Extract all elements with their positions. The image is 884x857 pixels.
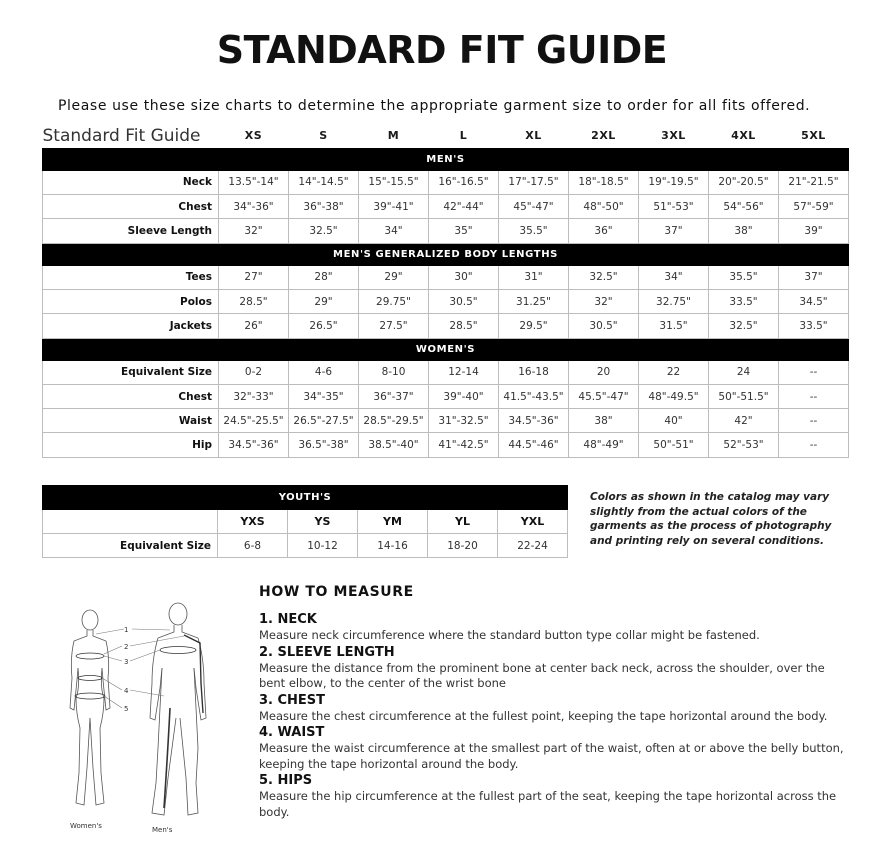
- color-disclaimer: Colors as shown in the catalog may vary slightly from the actual colors of the garments as the process of photography and printing rely on several conditions.: [590, 491, 832, 547]
- table-cell: 36"-37": [359, 384, 429, 408]
- measure-item: [259, 645, 859, 692]
- size-header-3xl: 3XL: [661, 129, 686, 143]
- table-cell: 48"-49.5": [639, 384, 709, 408]
- youth-size-header-yl: YL: [428, 510, 498, 534]
- table-cell: 36": [569, 219, 639, 243]
- table-cell: 32": [569, 289, 639, 313]
- table-cell: 39": [779, 219, 849, 243]
- table-cell: 26.5"-27.5": [289, 409, 359, 433]
- table-cell: 28": [289, 265, 359, 289]
- measure-item: [259, 725, 859, 772]
- table-cell: 16-18: [499, 360, 569, 384]
- table-cell: 41.5"-43.5": [499, 384, 569, 408]
- table-cell: 29.75": [359, 289, 429, 313]
- table-cell: 21"-21.5": [779, 170, 849, 194]
- row-label: Chest: [43, 384, 219, 408]
- table-cell: 24.5"-25.5": [219, 409, 289, 433]
- guide-label: Standard Fit Guide: [42, 125, 201, 146]
- measure-item: [259, 693, 859, 725]
- table-cell: 34"-36": [219, 195, 289, 219]
- table-cell: 14"-14.5": [289, 170, 359, 194]
- row-label: Waist: [43, 409, 219, 433]
- marker-4: 4: [124, 687, 129, 695]
- table-cell: 33.5": [779, 314, 849, 338]
- table-cell: 37": [639, 219, 709, 243]
- table-cell: 34.5": [779, 289, 849, 313]
- table-cell: 32.5": [289, 219, 359, 243]
- table-cell: 28.5": [219, 289, 289, 313]
- table-cell: 51"-53": [639, 195, 709, 219]
- table-row: [43, 384, 849, 408]
- table-cell: 48"-50": [569, 195, 639, 219]
- row-label: Equivalent Size: [43, 534, 218, 558]
- table-cell: 34": [359, 219, 429, 243]
- row-label: Neck: [43, 170, 219, 194]
- table-cell: 38": [709, 219, 779, 243]
- table-cell: 30.5": [569, 314, 639, 338]
- size-header-s: S: [319, 129, 328, 143]
- table-cell: --: [779, 409, 849, 433]
- table-cell: 48"-49": [569, 433, 639, 457]
- measure-item: [259, 612, 859, 644]
- table-cell: 32.5": [569, 265, 639, 289]
- section-header-row: [43, 243, 849, 265]
- table-cell: 17"-17.5": [499, 170, 569, 194]
- size-header-m: M: [387, 129, 400, 143]
- row-label: Sleeve Length: [43, 219, 219, 243]
- page-subtitle: Please use these size charts to determine the appropriate garment size to order for all fits offered.: [58, 98, 811, 114]
- table-cell: 34": [639, 265, 709, 289]
- woman-figure: [70, 610, 110, 805]
- table-cell: --: [779, 433, 849, 457]
- table-row: [43, 534, 568, 558]
- table-cell: 4-6: [289, 360, 359, 384]
- table-cell: 31.25": [499, 289, 569, 313]
- man-figure: [150, 603, 206, 815]
- table-cell: 10-12: [288, 534, 358, 558]
- table-cell: 32.5": [709, 314, 779, 338]
- measure-item-text: Measure the distance from the prominent bone at center back neck, across the shoulder, over the bent elbow, to the center of the wrist bone: [259, 660, 825, 690]
- table-cell: 37": [779, 265, 849, 289]
- youth-heading: YOUTH'S: [43, 486, 568, 510]
- row-label: Hip: [43, 433, 219, 457]
- row-label: Equivalent Size: [43, 360, 219, 384]
- table-cell: 41"-42.5": [429, 433, 499, 457]
- table-cell: 22: [639, 360, 709, 384]
- table-cell: 31": [499, 265, 569, 289]
- table-cell: 31.5": [639, 314, 709, 338]
- row-label: Chest: [43, 195, 219, 219]
- youth-header-row: [43, 486, 568, 510]
- table-cell: 26": [219, 314, 289, 338]
- table-row: [43, 314, 849, 338]
- marker-5: 5: [124, 705, 129, 713]
- size-header-2xl: 2XL: [591, 129, 616, 143]
- how-to-measure: [259, 584, 859, 821]
- measure-item-title: 3. CHEST: [259, 692, 326, 708]
- body-measurement-figure: [60, 598, 210, 838]
- table-cell: 40": [639, 409, 709, 433]
- measure-item: [259, 773, 859, 820]
- table-cell: 34"-35": [289, 384, 359, 408]
- table-cell: 32.75": [639, 289, 709, 313]
- measure-item-title: 4. WAIST: [259, 725, 325, 740]
- table-cell: 34.5"-36": [219, 433, 289, 457]
- youth-size-table: [42, 485, 568, 558]
- table-cell: 15"-15.5": [359, 170, 429, 194]
- table-cell: 30.5": [429, 289, 499, 313]
- row-label: Jackets: [43, 314, 219, 338]
- table-cell: 35": [429, 219, 499, 243]
- table-cell: 39"-41": [359, 195, 429, 219]
- row-label: Polos: [43, 289, 219, 313]
- table-cell: 18-20: [428, 534, 498, 558]
- table-cell: 13.5"-14": [219, 170, 289, 194]
- table-cell: 57"-59": [779, 195, 849, 219]
- measure-item-text: Measure the waist circumference at the smallest part of the waist, often at or above the belly button, keeping the tape horizontal around the body.: [259, 741, 844, 771]
- size-header-xl: XL: [525, 129, 542, 143]
- table-cell: 29.5": [499, 314, 569, 338]
- youth-size-row: [43, 510, 568, 534]
- table-cell: 50"-51.5": [709, 384, 779, 408]
- marker-2: 2: [124, 643, 129, 651]
- table-cell: 14-16: [358, 534, 428, 558]
- table-cell: 36"-38": [289, 195, 359, 219]
- women-label: Women's: [70, 822, 102, 830]
- table-cell: 28.5"-29.5": [359, 409, 429, 433]
- how-to-measure-heading: HOW TO MEASURE: [259, 584, 414, 600]
- measure-item-text: Measure the hip circumference at the fullest part of the seat, keeping the tape horizontal across the body.: [259, 789, 837, 819]
- table-cell: 36.5"-38": [289, 433, 359, 457]
- table-cell: 28.5": [429, 314, 499, 338]
- table-cell: 52"-53": [709, 433, 779, 457]
- youth-size-header-ym: YM: [358, 510, 428, 534]
- table-row: [43, 289, 849, 313]
- table-cell: 22-24: [498, 534, 568, 558]
- table-cell: 12-14: [429, 360, 499, 384]
- table-cell: 18"-18.5": [569, 170, 639, 194]
- table-cell: 31"-32.5": [429, 409, 499, 433]
- size-chart-table: [42, 124, 849, 458]
- table-cell: 42"-44": [429, 195, 499, 219]
- table-cell: 24: [709, 360, 779, 384]
- table-cell: 20: [569, 360, 639, 384]
- table-cell: 16"-16.5": [429, 170, 499, 194]
- table-cell: 29": [289, 289, 359, 313]
- measure-item-title: 2. SLEEVE LENGTH: [259, 644, 395, 660]
- table-cell: 45"-47": [499, 195, 569, 219]
- table-row: [43, 433, 849, 457]
- table-cell: --: [779, 384, 849, 408]
- marker-1: 1: [124, 626, 129, 634]
- table-row: [43, 409, 849, 433]
- table-cell: 42": [709, 409, 779, 433]
- table-cell: 44.5"-46": [499, 433, 569, 457]
- table-cell: 38": [569, 409, 639, 433]
- table-row: [43, 265, 849, 289]
- table-row: [43, 195, 849, 219]
- table-cell: 38.5"-40": [359, 433, 429, 457]
- table-cell: 34.5"-36": [499, 409, 569, 433]
- table-cell: 26.5": [289, 314, 359, 338]
- size-header-4xl: 4XL: [731, 129, 756, 143]
- table-cell: 32"-33": [219, 384, 289, 408]
- table-cell: --: [779, 360, 849, 384]
- measure-item-text: Measure neck circumference where the standard button type collar might be fastened.: [259, 628, 760, 642]
- size-header-5xl: 5XL: [801, 129, 826, 143]
- table-row: [43, 219, 849, 243]
- table-cell: 29": [359, 265, 429, 289]
- table-cell: 35.5": [709, 265, 779, 289]
- measure-item-text: Measure the chest circumference at the fullest point, keeping the tape horizontal around the body.: [259, 708, 828, 723]
- measure-item-title: 1. NECK: [259, 612, 317, 627]
- table-cell: 33.5": [709, 289, 779, 313]
- men-label: Men's: [152, 826, 173, 834]
- page-title: STANDARD FIT GUIDE: [216, 28, 668, 72]
- section-header-row: [43, 338, 849, 360]
- table-cell: 19"-19.5": [639, 170, 709, 194]
- table-cell: 6-8: [218, 534, 288, 558]
- youth-size-header-ys: YS: [288, 510, 358, 534]
- table-cell: 0-2: [219, 360, 289, 384]
- table-row: [43, 170, 849, 194]
- table-cell: 45.5"-47": [569, 384, 639, 408]
- youth-size-header-yxs: YXS: [218, 510, 288, 534]
- table-cell: 27.5": [359, 314, 429, 338]
- marker-3: 3: [124, 658, 129, 666]
- table-cell: 30": [429, 265, 499, 289]
- table-cell: 8-10: [359, 360, 429, 384]
- section-header-row: [43, 148, 849, 170]
- youth-blank-cell: [43, 510, 218, 534]
- size-header-xs: XS: [244, 129, 263, 143]
- section-heading: MEN'S: [43, 148, 849, 170]
- table-cell: 54"-56": [709, 195, 779, 219]
- table-cell: 20"-20.5": [709, 170, 779, 194]
- measure-item-title: 5. HIPS: [259, 773, 313, 788]
- table-row: [43, 360, 849, 384]
- table-cell: 27": [219, 265, 289, 289]
- row-label: Tees: [43, 265, 219, 289]
- table-cell: 35.5": [499, 219, 569, 243]
- table-cell: 32": [219, 219, 289, 243]
- youth-size-header-yxl: YXL: [498, 510, 568, 534]
- table-cell: 50"-51": [639, 433, 709, 457]
- size-header-l: L: [459, 129, 468, 143]
- section-heading: WOMEN'S: [43, 338, 849, 360]
- table-cell: 39"-40": [429, 384, 499, 408]
- size-header-row: [43, 124, 849, 148]
- section-heading: MEN'S GENERALIZED BODY LENGTHS: [43, 243, 849, 265]
